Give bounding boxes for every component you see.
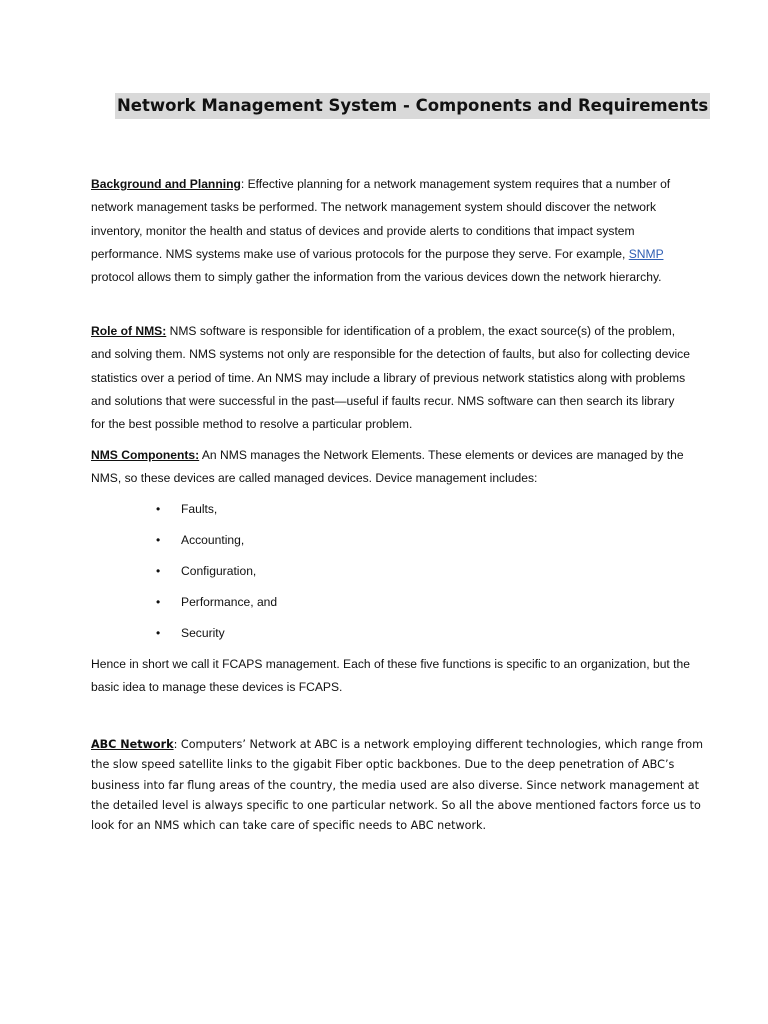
list-item-label: Accounting,: [181, 533, 245, 547]
bullet-icon: •: [156, 502, 161, 516]
abc-network-paragraph: [91, 735, 711, 836]
document-title: Network Management System - Components and Requirements: [115, 93, 710, 119]
list-item-label: Performance, and: [181, 595, 278, 609]
abc-text: : Computers’ Network at ABC is a network employing different technologies, which range from the slow speed satellite links to the gigabit Fiber optic backbones. Due to the deep penetration of ABC’s business into far flung areas of the country, the media used are also diverse. Since network management at the detailed level is always specific to one particular network. So all the above mentioned factors force us to look for an NMS which can take care of specific needs to ABC network.: [91, 738, 704, 833]
list-item: [91, 498, 591, 529]
bullet-icon: •: [156, 533, 161, 547]
list-item: [91, 622, 591, 653]
list-item-label: Faults,: [181, 502, 218, 516]
background-paragraph: [91, 173, 691, 289]
components-heading: NMS Components:: [91, 448, 200, 462]
snmp-link[interactable]: SNMP: [628, 246, 664, 261]
role-heading: Role of NMS:: [91, 324, 167, 338]
bullet-icon: •: [156, 595, 161, 609]
bullet-icon: •: [156, 626, 161, 640]
fcaps-paragraph: Hence in short we call it FCAPS management. Each of these five functions is specific to an organization, but the basic idea to manage these devices is FCAPS.: [91, 657, 690, 695]
list-item: [91, 560, 591, 591]
list-item: [91, 529, 591, 560]
list-item-label: Security: [181, 626, 225, 640]
background-text-2: protocol allows them to simply gather the information from the various devices down the network hierarchy.: [91, 270, 662, 285]
list-item: [91, 591, 591, 622]
components-paragraph: [91, 444, 691, 491]
abc-heading: ABC Network: [91, 738, 174, 751]
role-paragraph: [91, 320, 691, 436]
components-text: An NMS manages the Network Elements. These elements or devices are managed by the NMS, so these devices are called managed devices. Device management includes:: [91, 448, 684, 486]
background-text-1: : Effective planning for a network management system requires that a number of network management tasks be performed. The network management system should discover the network inventory, monitor the health and status of devices and provide alerts to conditions that impact system performance. NMS systems make use of various protocols for the purpose they serve. For example,: [91, 177, 671, 261]
background-heading: Background and Planning: [91, 177, 241, 191]
device-management-list: [91, 498, 591, 653]
role-text: NMS software is responsible for identification of a problem, the exact source(s) of the problem, and solving them. NMS systems not only are responsible for the detection of faults, but also for collecting device statistics over a period of time. An NMS may include a library of previous network statistics along with problems and solutions that were successful in the past—useful if faults recur. NMS software can then search its library for the best possible method to resolve a particular problem.: [91, 324, 690, 432]
bullet-icon: •: [156, 564, 161, 578]
list-item-label: Configuration,: [181, 564, 257, 578]
